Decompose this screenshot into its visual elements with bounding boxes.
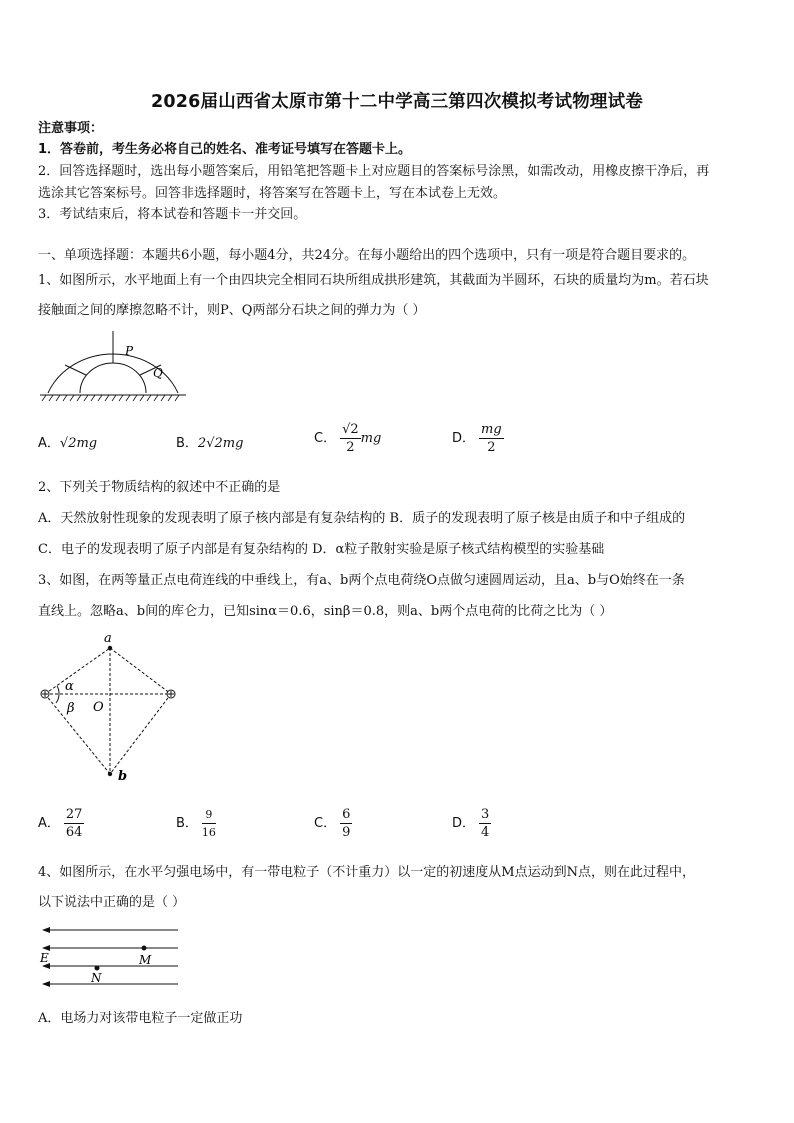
label-b: b	[118, 769, 128, 784]
notice-line-2: 2．回答选择题时，选出每小题答案后，用铅笔把答题卡上对应题目的答案标号涂黑，如需改动，用橡皮擦干净后，再	[38, 164, 710, 179]
q2-options-ab[interactable]: A．天然放射性现象的发现表明了原子核内部是有复杂结构的 B．质子的发现表明了原子核是由质子和中子组成的	[38, 511, 686, 526]
q2-stem: 2、下列关于物质结构的叙述中不正确的是	[38, 480, 281, 495]
field-figure	[38, 922, 188, 992]
q4-option-a[interactable]: A．电场力对该带电粒子一定做正功	[38, 1011, 243, 1026]
label-o: O	[93, 700, 104, 715]
label-p: P	[125, 344, 134, 358]
notice-line-1: 1．答卷前，考生务必将自己的姓名、准考证号填写在答题卡上。	[38, 142, 412, 157]
q4-stem-line-2: 以下说法中正确的是（ ）	[38, 895, 186, 910]
label-n: N	[91, 971, 102, 985]
q1-option-d[interactable]: D． $\frac{mg}{2}$	[452, 422, 502, 455]
label-beta: β	[67, 701, 75, 716]
q1-option-a[interactable]: A．√2mg	[38, 436, 98, 451]
q1-option-c[interactable]: C． $\frac{√2}{2}$ mg	[314, 422, 382, 455]
label-m: M	[139, 953, 152, 967]
arch-figure	[38, 325, 188, 405]
q3-option-a[interactable]: A． $\frac{27}{64}$	[38, 807, 83, 840]
notice-line-3: 选涂其它答案标号。回答非选择题时，将答案写在答题卡上，写在本试卷上无效。	[38, 186, 507, 201]
q4-stem-line-1: 4、如图所示，在水平匀强电场中，有一带电粒子（不计重力）以一定的初速度从M点运动到N点，则在此过程中，	[38, 865, 695, 880]
label-alpha: α	[65, 679, 74, 694]
label-q: Q	[153, 366, 163, 380]
label-e: E	[40, 951, 49, 965]
section-heading: 一、单项选择题：本题共6小题，每小题4分，共24分。在每小题给出的四个选项中，只有一项是符合题目要求的。	[38, 248, 696, 263]
page-title: 2026届山西省太原市第十二中学高三第四次模拟考试物理试卷	[150, 92, 643, 112]
q1-option-b[interactable]: B．2√2mg	[176, 436, 244, 451]
q3-option-b[interactable]: B． $\frac{9}{16}$	[176, 808, 216, 839]
label-a: a	[104, 631, 112, 646]
q2-options-cd[interactable]: C．电子的发现表明了原子内部是有复杂结构的 D．α粒子散射实验是原子核式结构模型的实验基础	[38, 542, 605, 557]
q3-option-d[interactable]: D． $\frac{3}{4}$	[452, 807, 490, 840]
q3-stem-line-2: 直线上。忽略a、b间的库仑力，已知sinα＝0.6，sinβ＝0.8，则a、b两个点电荷的比荷之比为（ ）	[38, 604, 613, 619]
notice-line-4: 3．考试结束后，将本试卷和答题卡一并交回。	[38, 207, 307, 222]
charges-figure	[36, 628, 186, 788]
q3-stem-line-1: 3、如图，在两等量正点电荷连线的中垂线上，有a、b两个点电荷绕O点做匀速圆周运动，且a、b与O始终在一条	[38, 573, 685, 588]
q3-option-c[interactable]: C． $\frac{6}{9}$	[314, 807, 351, 840]
q1-stem-line-2: 接触面之间的摩擦忽略不计，则P、Q两部分石块之间的弹力为（ ）	[38, 303, 426, 318]
notice-heading: 注意事项：	[38, 121, 104, 136]
q1-stem-line-1: 1、如图所示，水平地面上有一个由四块完全相同石块所组成拱形建筑，其截面为半圆环，石块的质量均为m。若石块	[38, 273, 709, 288]
